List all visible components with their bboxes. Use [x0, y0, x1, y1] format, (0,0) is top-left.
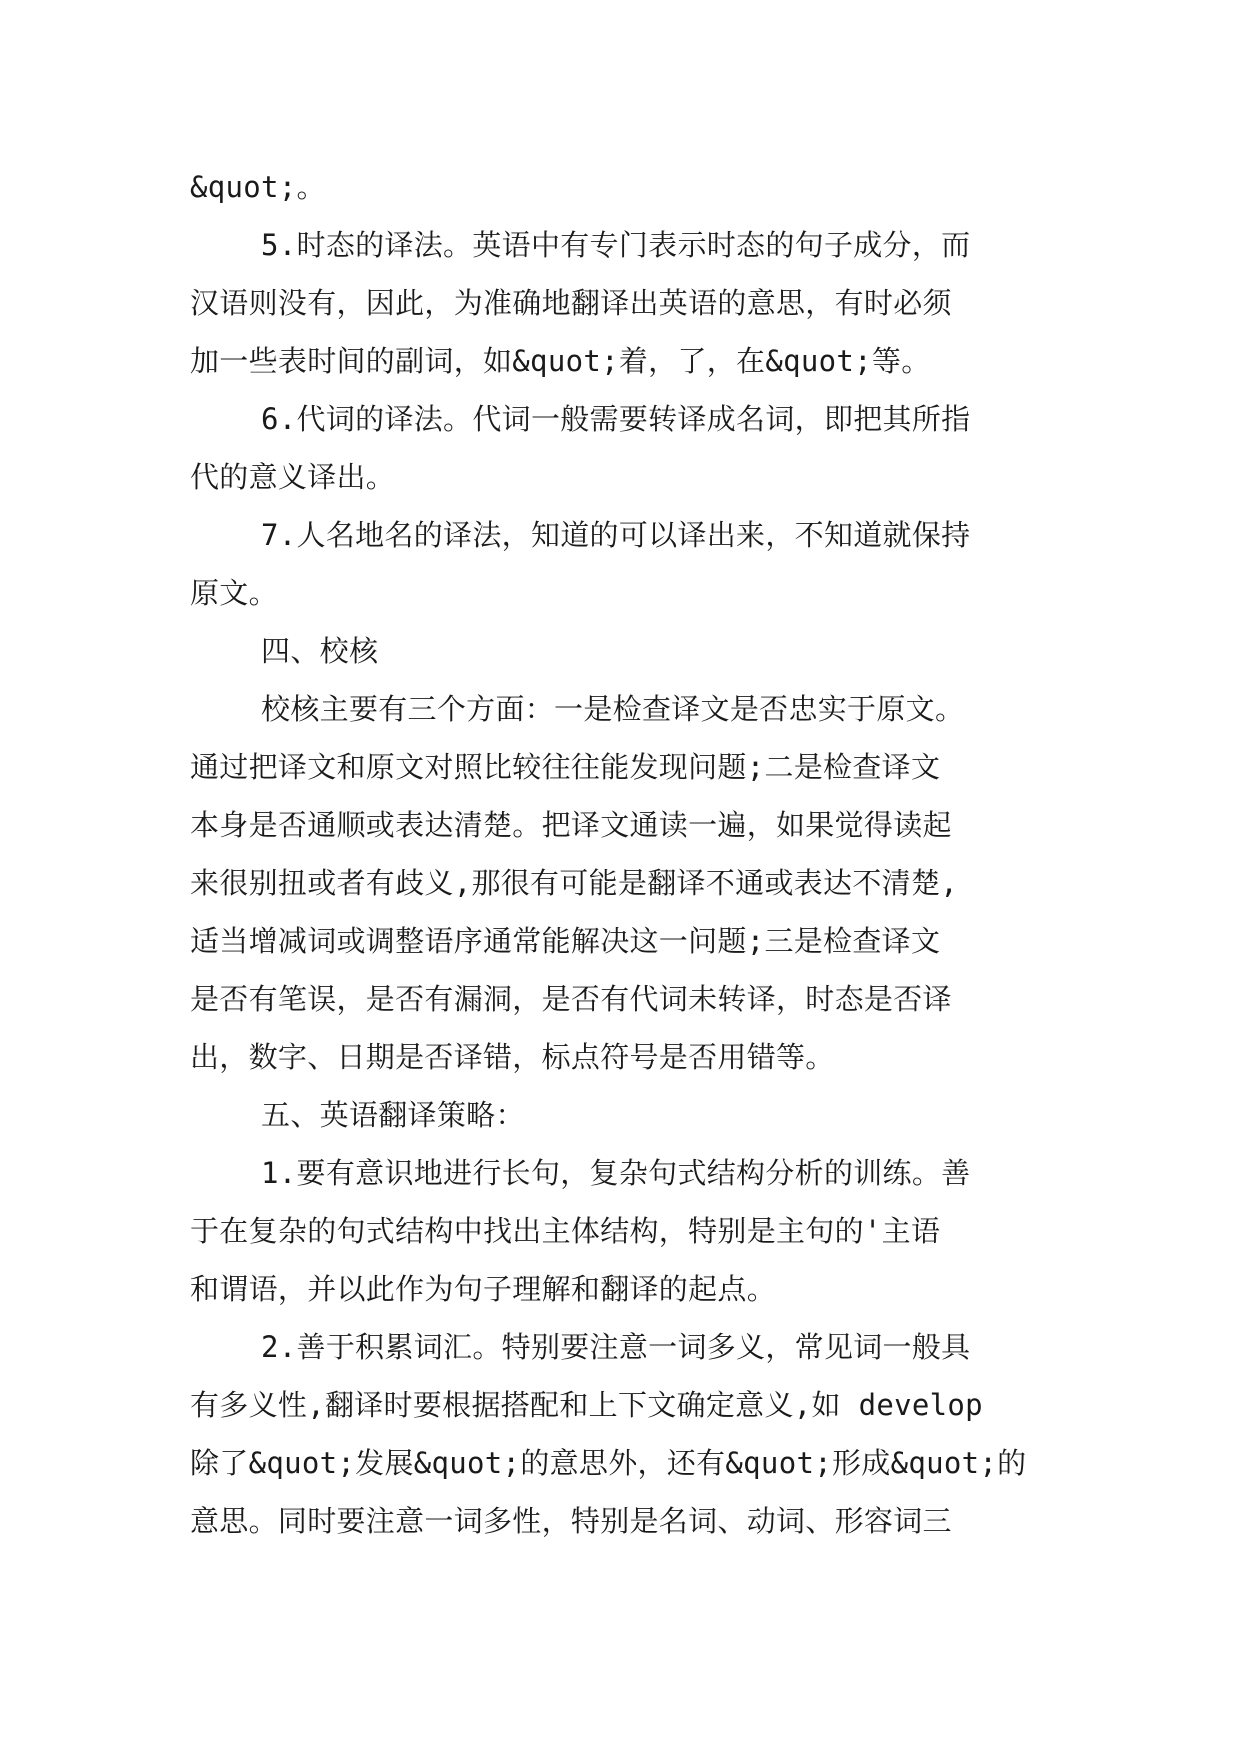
text-line: 有多义性,翻译时要根据搭配和上下文确定意义,如 develop — [190, 1388, 983, 1422]
text-line: 6.代词的译法。代词一般需要转译成名词，即把其所指 — [190, 402, 971, 436]
section-heading: 五、英语翻译策略： — [190, 1098, 525, 1132]
text-line: 意思。同时要注意一词多性，特别是名词、动词、形容词三 — [190, 1504, 952, 1538]
text-line: 出，数字、日期是否译错，标点符号是否用错等。 — [190, 1040, 835, 1074]
text-line: 7.人名地名的译法，知道的可以译出来，不知道就保持 — [190, 518, 971, 552]
text-line: 原文。 — [190, 576, 278, 610]
text-line: 代的意义译出。 — [190, 460, 396, 494]
text-line: 汉语则没有，因此，为准确地翻译出英语的意思，有时必须 — [190, 286, 952, 320]
text-line: 是否有笔误，是否有漏洞，是否有代词未转译，时态是否译 — [190, 982, 952, 1016]
text-line: 加一些表时间的副词，如&quot;着，了，在&quot;等。 — [190, 344, 931, 378]
text-line: 和谓语，并以此作为句子理解和翻译的起点。 — [190, 1272, 777, 1306]
text-line: 5.时态的译法。英语中有专门表示时态的句子成分，而 — [190, 228, 971, 262]
text-line: 适当增减词或调整语序通常能解决这一问题;三是检查译文 — [190, 924, 941, 958]
text-line: 除了&quot;发展&quot;的意思外，还有&quot;形成&quot;的 — [190, 1446, 1027, 1480]
document-body — [190, 158, 1080, 1550]
section-heading: 四、校核 — [190, 634, 379, 668]
text-line: 1.要有意识地进行长句，复杂句式结构分析的训练。善 — [190, 1156, 971, 1190]
text-line: 通过把译文和原文对照比较往往能发现问题;二是检查译文 — [190, 750, 941, 784]
text-line: &quot;。 — [190, 170, 326, 204]
text-line: 于在复杂的句式结构中找出主体结构，特别是主句的'主语 — [190, 1214, 941, 1248]
text-line: 来很别扭或者有歧义,那很有可能是翻译不通或表达不清楚, — [190, 866, 959, 900]
text-line: 本身是否通顺或表达清楚。把译文通读一遍，如果觉得读起 — [190, 808, 952, 842]
text-line: 校核主要有三个方面：一是检查译文是否忠实于原文。 — [190, 692, 965, 726]
text-line: 2.善于积累词汇。特别要注意一词多义，常见词一般具 — [190, 1330, 971, 1364]
